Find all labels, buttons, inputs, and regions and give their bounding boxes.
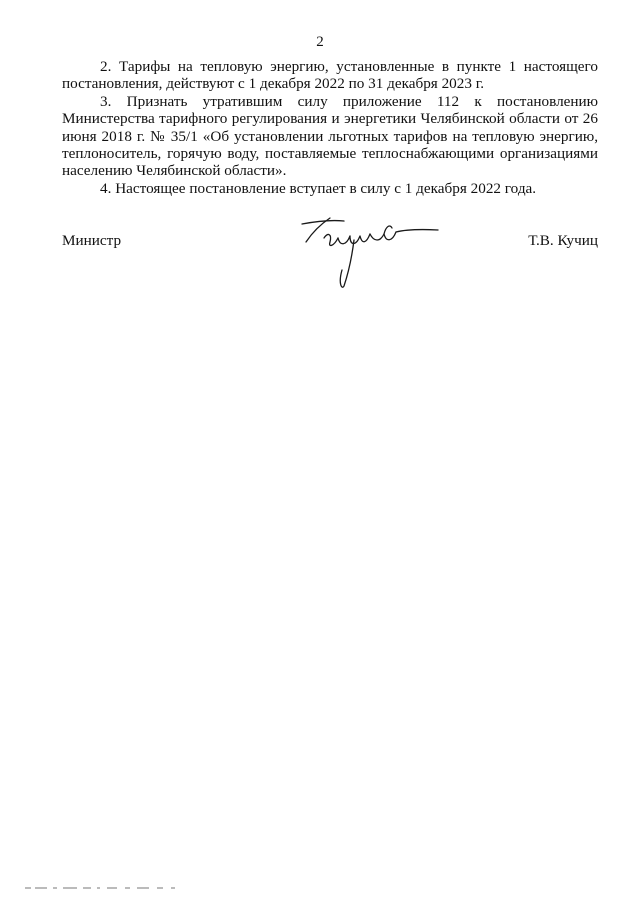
signature-block [62, 212, 598, 292]
paragraph-3: 3. Признать утратившим силу приложение 112 к постановлению Министерства тарифного регулирования и энергетики Челябинской области от 26 июня 2018 г. № 35/1 «Об установлении льготных тарифов на тепловую энергию, теплоноситель, горячую воду, поставляемые теплоснабжающими организациями населению Челябинской области». [62, 92, 598, 180]
page-number: 2 [316, 34, 324, 50]
document-body [62, 58, 598, 197]
paragraph-4: 4. Настоящее постановление вступает в силу с 1 декабря 2022 года. [100, 179, 537, 197]
paragraph-2: 2. Тарифы на тепловую энергию, установленные в пункте 1 настоящего постановления, действуют с 1 декабря 2022 по 31 декабря 2023 г. [62, 58, 598, 93]
handwritten-signature [300, 212, 440, 290]
scan-footer-marks [25, 885, 195, 891]
signer-title: Министр [62, 232, 122, 249]
signer-name: Т.В. Кучиц [528, 232, 598, 249]
